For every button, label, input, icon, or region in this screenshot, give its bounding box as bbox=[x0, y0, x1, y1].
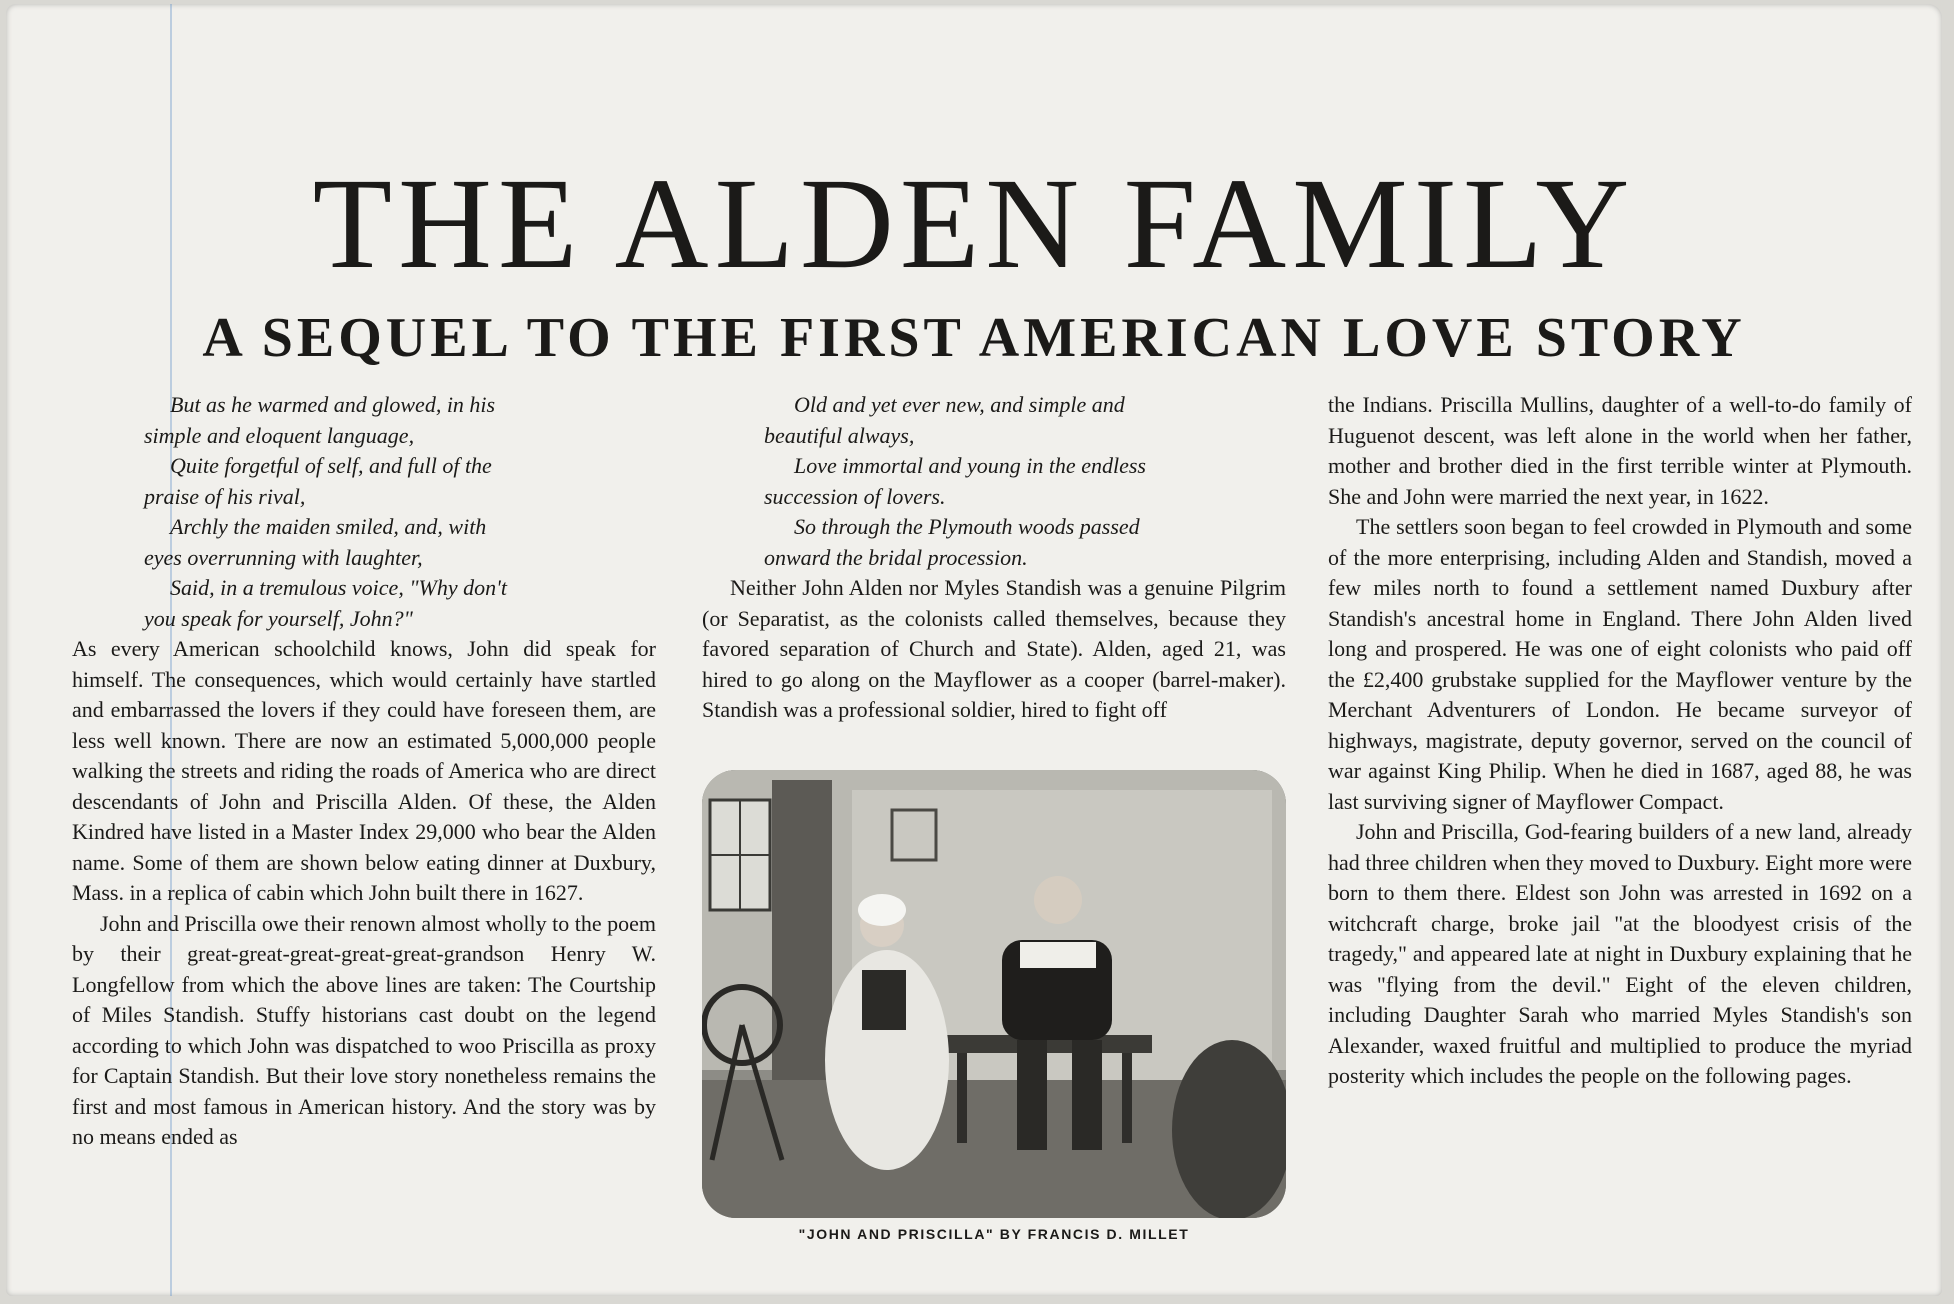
verse-line: Old and yet ever new, and simple and bbox=[794, 392, 1125, 417]
verse-line: praise of his rival, bbox=[144, 483, 306, 509]
verse-line: Archly the maiden smiled, and, with bbox=[170, 514, 487, 539]
illustration-caption: "JOHN AND PRISCILLA" BY FRANCIS D. MILLET bbox=[798, 1226, 1190, 1242]
verse-line: Said, in a tremulous voice, "Why don't bbox=[170, 575, 507, 600]
page-subtitle: A SEQUEL TO THE FIRST AMERICAN LOVE STORY bbox=[202, 307, 1746, 370]
verse-line: Love immortal and young in the endless bbox=[794, 453, 1146, 478]
verse-line: Quite forgetful of self, and full of the bbox=[170, 453, 492, 478]
column-1 bbox=[72, 390, 656, 1153]
verse-line: you speak for yourself, John?" bbox=[144, 605, 413, 631]
column-2 bbox=[702, 390, 1286, 726]
verse-line: So through the Plymouth woods passed bbox=[794, 514, 1140, 539]
body-paragraph: the Indians. Priscilla Mullins, daughter of a well-to-do family of Huguenot descent, was left alone in the world when her father, mother and brother died in the first terrible winter at Plymouth. She and John were married the next year, in 1622. bbox=[1328, 392, 1912, 509]
verse-line: onward the bridal procession. bbox=[764, 544, 1028, 570]
painting-scene bbox=[702, 770, 1286, 1218]
verse-line: beautiful always, bbox=[764, 422, 915, 448]
body-paragraph: Neither John Alden nor Myles Standish was a genuine Pilgrim (or Separatist, as the colonists called themselves, because they favored separation of Church and State). Alden, aged 21, was hired to go along on the Mayflower as a cooper (barrel-maker). Standish was a professional soldier, hired to fight off bbox=[702, 575, 1286, 722]
body-paragraph: John and Priscilla, God-fearing builders of a new land, already had three children when they moved to Duxbury. Eight more were born to them there. Eldest son John was arrested in 1692 on a witchcraft charge, broke jail "at the bloodyest crisis of the tragedy," and appeared late at night in Duxbury explaining that he was "flying from the devil." Eight of the eleven children, including Daughter Sarah who married Myles Standish's son Alexander, waxed fruitful and multiplied to produce the myriad posterity which includes the people on the following pages. bbox=[1328, 819, 1912, 1088]
magazine-page bbox=[6, 4, 1942, 1296]
verse-excerpt-2 bbox=[702, 390, 1286, 573]
verse-excerpt-1 bbox=[72, 390, 656, 634]
verse-line: simple and eloquent language, bbox=[144, 422, 415, 448]
verse-line: succession of lovers. bbox=[764, 483, 946, 509]
body-paragraph: John and Priscilla owe their renown almost wholly to the poem by their great-great-great-great-great-grandson Henry W. Longfellow from which the above lines are taken: The Courtship of Miles Standish. Stuffy historians cast doubt on the legend according to which John was dispatched to woo Priscilla as proxy for Captain Standish. But their love story nonetheless remains the first and most famous in American history. And the story was by no means ended as bbox=[72, 910, 657, 1149]
body-paragraph: The settlers soon began to feel crowded in Plymouth and some of the more enterprising, including Alden and Standish, moved a few miles north to found a settlement named Duxbury after Standish's ancestral home in England. There John Alden lived long and prospered. He was one of eight colonists who paid off the £2,400 grubstake supplied for the Mayflower venture by the Merchant Adventurers of London. He became surveyor of highways, magistrate, deputy governor, served on the council of war against King Philip. When he died in 1687, aged 88, he was last surviving signer of Mayflower Compact. bbox=[1328, 514, 1912, 814]
painting-illustration bbox=[702, 770, 1286, 1218]
page-title: THE ALDEN FAMILY bbox=[312, 152, 1636, 297]
body-paragraph: As every American schoolchild knows, John did speak for himself. The consequences, which would certainly have startled and embarrassed the lovers if they could have foreseen them, are less well known. There are now an estimated 5,000,000 people walking the streets and riding the roads of America who are direct descendants of John and Priscilla Alden. Of these, the Alden Kindred have listed in a Master Index 29,000 who bear the Alden name. Some of them are shown below eating dinner at Duxbury, Mass. in a replica of cabin which John built there in 1627. bbox=[72, 636, 656, 905]
verse-line: eyes overrunning with laughter, bbox=[144, 544, 423, 570]
column-3 bbox=[1328, 390, 1912, 1092]
verse-line: But as he warmed and glowed, in his bbox=[170, 392, 496, 417]
